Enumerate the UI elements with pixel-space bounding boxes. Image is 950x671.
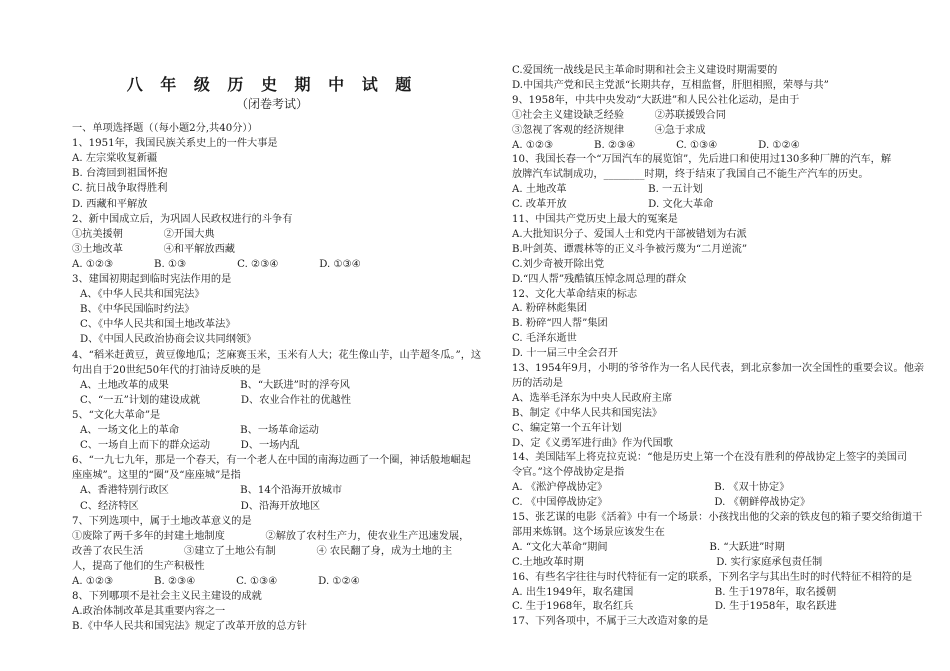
- text-line: ③忽视了客观的经济规律 ④急于求成: [512, 124, 706, 136]
- text-line: A、一场文化上的革命 B、一场革命运动: [80, 425, 319, 436]
- text-line: ①废除了两千多年的封建土地制度 ②解放了农村生产力，使农业生产迅速发展，: [72, 530, 470, 542]
- text-line: C. 抗日战争取得胜利: [72, 183, 168, 195]
- text-line: C.土地改革时期 D. 实行家庭承包责任制: [512, 556, 823, 568]
- text-line: 放牌汽车试制成功，________时期，终于结束了我国自己不能生产汽车的历史。: [512, 169, 869, 181]
- text-line: C、编定第一个五年计划: [512, 422, 622, 434]
- text-line: 15、张艺谋的电影《活着》中有一个场景：小孩找出他的父亲的铁皮包的箱子要交给街道干: [512, 512, 923, 523]
- text-line: 座座城”。这里的“圈”及“座座城”是指: [72, 470, 241, 482]
- text-line: 10、我国长春一个“万国汽车的展览馆”，先后进口和使用过130多种厂牌的汽车，解: [512, 154, 892, 166]
- text-line: A. 出生1949年，取名建国 B. 生于1978年，取名援朝: [512, 586, 837, 598]
- text-line: C. 毛泽东逝世: [512, 333, 577, 345]
- text-line: 17、下列各项中，不属于三大改造对象的是: [512, 616, 709, 628]
- text-line: 12、文化大革命结束的标志: [512, 288, 638, 300]
- text-line: A. 土地改革 B. 一五计划: [512, 184, 703, 196]
- text-line: 2、新中国成立后，为巩固人民政权进行的斗争有: [72, 213, 293, 225]
- text-line: C、经济特区 D、沿海开放地区: [80, 500, 321, 512]
- text-line: D.中国共产党和民主党派“长期共存，互相监督，肝胆相照，荣辱与共”: [512, 79, 829, 91]
- text-line: 历的活动是: [512, 377, 563, 389]
- text-line: C. 《中国停战协定》 D. 《朝鲜停战协定》: [512, 497, 811, 509]
- text-line: C、一场自上而下的群众运动 D、一场内乱: [80, 440, 300, 452]
- text-line: ①抗美援朝 ②开国大典: [72, 228, 215, 240]
- text-line: B.《中华人民共和国宪法》规定了改革开放的总方针: [72, 621, 307, 633]
- text-line: C.刘少奇被开除出党: [512, 258, 605, 270]
- text-line: A. 粉碎林彪集团: [512, 303, 587, 315]
- text-line: ③土地改革 ④和平解放西藏: [72, 243, 235, 255]
- text-line: A. ①②③ B. ①③ C. ②③④ D. ①③④: [72, 258, 361, 270]
- text-line: D. 西藏和平解放: [72, 198, 148, 210]
- text-line: A、《中华人民共和国宪法》: [80, 289, 205, 301]
- text-line: 14、美国陆军上将克拉克说：“他是历史上第一个在没有胜利的停战协定上签字的美国司: [512, 452, 908, 464]
- text-line: 改善了农民生活 ③建立了土地公有制 ④ 农民翻了身，成为土地的主: [72, 545, 453, 557]
- text-line: D. 十一届三中全会召开: [512, 348, 618, 360]
- text-line: A. ①②③ B. ②③④ C. ①③④ D. ①②④: [72, 576, 360, 587]
- text-line: A. ①②③ B. ②③④ C. ①③④ D. ①②④: [512, 139, 800, 151]
- exam-subtitle: （闭卷考试）: [235, 97, 308, 111]
- text-line: C. 生于1968年，取名红兵 D. 生于1958年，取名跃进: [512, 601, 837, 613]
- text-line: B、制定《中华人民共和国宪法》: [512, 407, 663, 419]
- text-line: 9、1958年，中共中央发动“大跃进”和人民公社化运动，是由于: [512, 94, 800, 106]
- text-line: 8、下列哪项不是社会主义民主建设的成就: [72, 591, 262, 603]
- text-line: C.爱国统一战线是民主革命时期和社会主义建设时期需要的: [512, 65, 778, 76]
- text-line: ①社会主义建设缺乏经验 ②苏联援毁合同: [512, 109, 726, 121]
- text-line: B、《中华民国临时约法》: [80, 304, 195, 316]
- text-line: A. “文化大革命”期间 B. “大跃进”时期: [512, 541, 785, 553]
- text-line: 令官。”这个停战协定是指: [512, 467, 625, 479]
- text-line: C、“一五”计划的建设成就 D、农业合作社的优越性: [80, 394, 351, 406]
- text-line: 6、“一九七九年，那是一个春天，有一个老人在中国的南海边画了一个圈，神话般地崛起: [72, 455, 471, 467]
- text-line: 1、1951年，我国民族关系史上的一件大事是: [72, 138, 278, 150]
- text-line: 3、建国初期起到临时宪法作用的是: [72, 274, 232, 285]
- text-line: 5、“文化大革命”是: [72, 409, 161, 421]
- text-line: D、《中国人民政治协商会议共同纲领》: [80, 334, 257, 346]
- text-line: A、香港特别行政区 B、14个沿海开放城市: [80, 485, 343, 497]
- text-line: B. 台湾回到祖国怀抱: [72, 168, 168, 180]
- text-line: B.叶剑英、谭震林等的正义斗争被污蔑为“二月逆流”: [512, 243, 748, 255]
- text-line: D、定《义勇军进行曲》作为代国歌: [512, 437, 673, 449]
- text-line: A、土地改革的成果 B、“大跃进”时的浮夸风: [80, 379, 350, 391]
- text-line: A、选举毛泽东为中央人民政府主席: [512, 392, 673, 404]
- text-line: B. 粉碎“四人帮”集团: [512, 318, 608, 330]
- text-line: 人，提高了他们的生产积极性: [72, 560, 205, 572]
- text-line: 4、“稻米赶黄豆，黄豆像地瓜；芝麻赛玉米，玉米有人大；花生像山芋，山芋超冬瓜。”，这: [72, 349, 482, 361]
- text-line: A. 左宗棠收复新疆: [72, 153, 158, 165]
- text-line: 部用来炼钢。这个场景应该发生在: [512, 526, 665, 538]
- text-line: 13、1954年9月，小明的爷爷作为一名人民代表，到北京参加一次全国性的重要会议。他亲: [512, 363, 925, 374]
- text-line: C、《中华人民共和国土地改革法》: [80, 319, 236, 331]
- text-line: 11、中国共产党历史上最大的冤案是: [512, 214, 678, 225]
- text-line: 7、下列选项中，属于土地改革意义的是: [72, 515, 252, 527]
- text-line: A.政治体制改革是其重要内容之一: [72, 606, 226, 618]
- text-line: A.大批知识分子、爱国人士和党内干部被错划为右派: [512, 228, 747, 240]
- text-line: 一、单项选择题（（每小题2分,共40分））: [72, 123, 258, 134]
- text-line: C. 改革开放 D. 文化大革命: [512, 199, 714, 211]
- text-line: A. 《淞沪停战协定》 B. 《双十协定》: [512, 482, 790, 494]
- text-line: 16、有些名字往往与时代特征有一定的联系，下列名字与其出生时的时代特征不相符的是: [512, 571, 913, 583]
- text-line: D.“四人帮”残酷镇压悼念周总理的群众: [512, 273, 687, 285]
- exam-title: 八 年 级 历 史 期 中 试 题: [126, 75, 418, 94]
- text-line: 句出自于20世纪50年代的打油诗反映的是: [72, 364, 261, 376]
